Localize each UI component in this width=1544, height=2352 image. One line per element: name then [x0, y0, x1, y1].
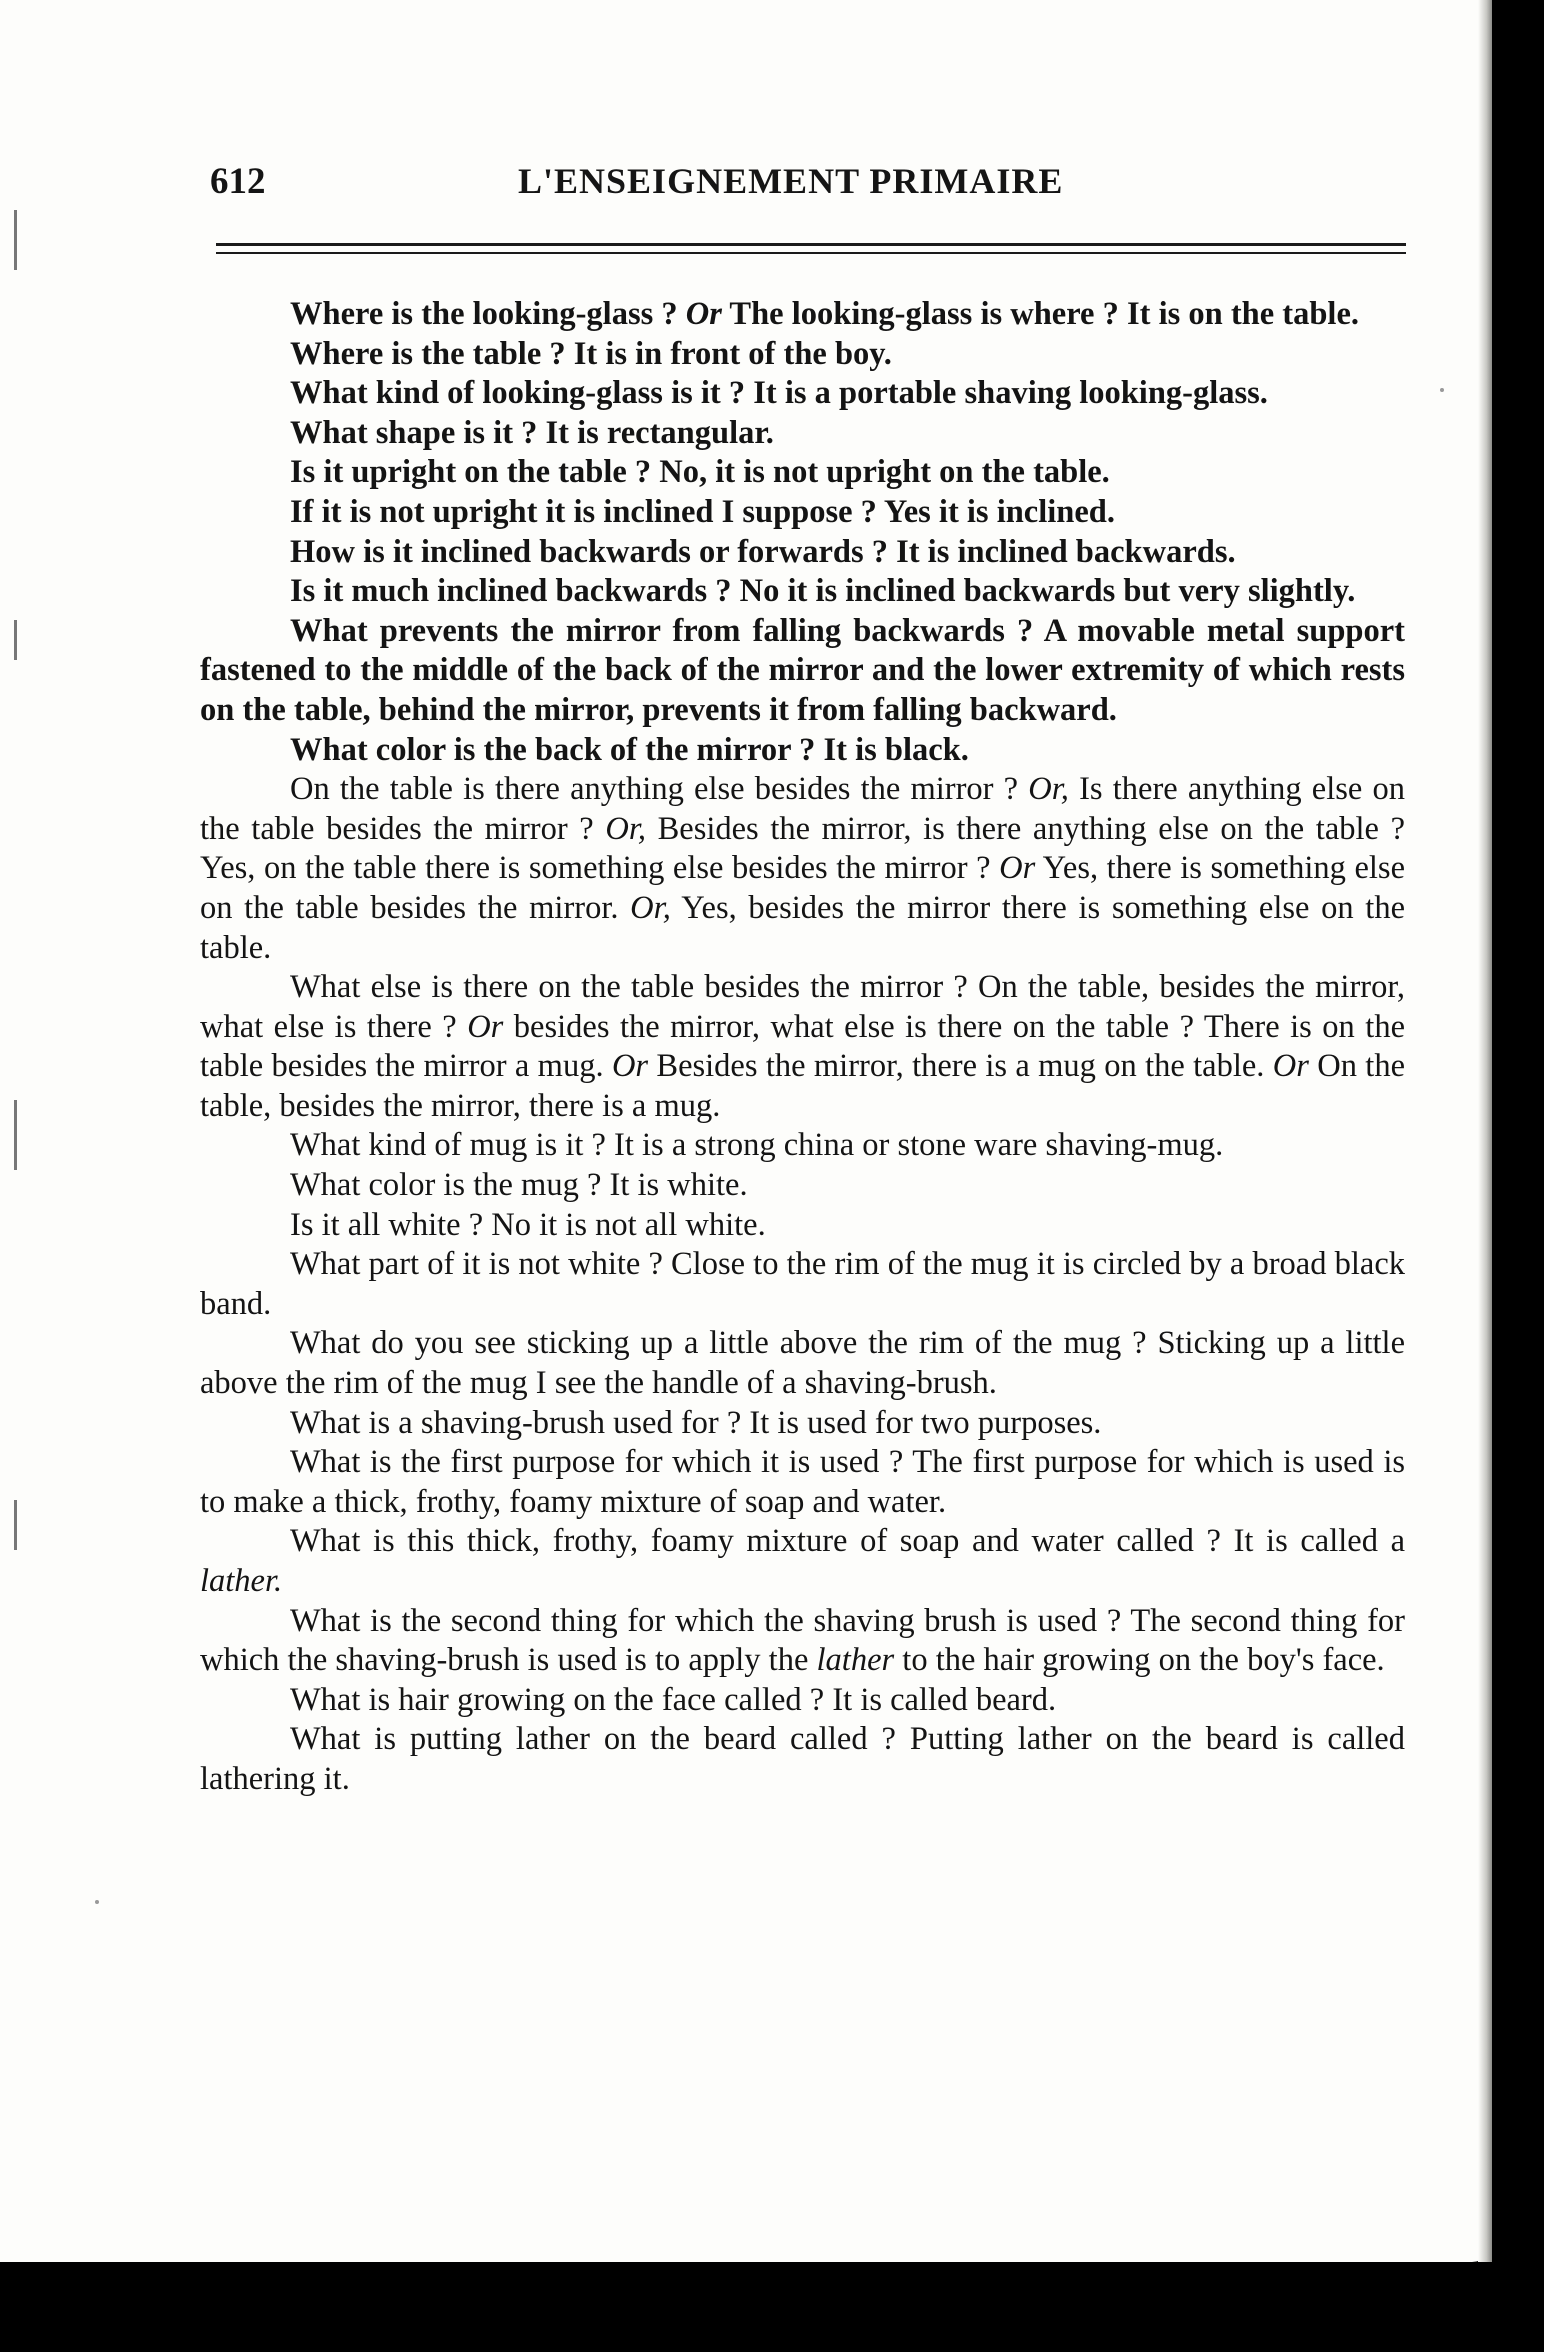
- paper-speck: [95, 1900, 99, 1904]
- text-segment: What is this thick, frothy, foamy mixture of soap and water called ? It is called a: [290, 1523, 1405, 1560]
- text-segment: How is it inclined backwards or forwards ? It is inclined backwards.: [290, 533, 1236, 570]
- paragraph: [200, 612, 1405, 731]
- text-segment: Where is the table ? It is in front of the boy.: [290, 335, 892, 372]
- text-segment: What color is the mug ? It is white.: [290, 1167, 748, 1204]
- paragraph: [200, 731, 1405, 771]
- italic-text: Or: [999, 850, 1036, 887]
- paragraph: [200, 374, 1405, 414]
- text-segment: What shape is it ? It is rectangular.: [290, 414, 774, 451]
- paragraph: [200, 1245, 1405, 1324]
- text-segment: On the table, besides the mirror, there is a mug.: [200, 1048, 1405, 1124]
- paragraph: [200, 572, 1405, 612]
- text-segment: Yes, besides the mirror there is something else on the table.: [200, 889, 1405, 966]
- paragraph: [200, 453, 1405, 493]
- italic-text: Or: [685, 296, 722, 332]
- header-rule-thin: [216, 252, 1406, 254]
- text-segment: The looking-glass is where ? It is on the table.: [721, 296, 1360, 332]
- paragraph: [200, 1720, 1405, 1799]
- text-segment: What kind of mug is it ? It is a strong china or stone ware shaving-mug.: [290, 1127, 1224, 1164]
- text-segment: What prevents the mirror from falling backwards ? A movable metal support fastened to the middle of the back of the mirror and the lower extremity of which rests on the table, behind the mirror, prevents it from falling backward.: [200, 612, 1405, 728]
- paragraph: [200, 414, 1405, 454]
- paragraph: [200, 295, 1405, 335]
- paragraph: [200, 1602, 1405, 1681]
- italic-text: Or,: [1028, 771, 1069, 808]
- plain-text-section: [200, 770, 1405, 1799]
- margin-mark: [14, 620, 17, 660]
- text-segment: What part of it is not white ? Close to the rim of the mug it is circled by a broad black band.: [200, 1246, 1405, 1322]
- margin-mark: [14, 210, 17, 270]
- text-segment: What is the first purpose for which it is used ? The first purpose for which is used is to make a thick, frothy, foamy mixture of soap and water.: [200, 1444, 1405, 1520]
- italic-text: Or: [1272, 1048, 1309, 1085]
- margin-mark: [14, 1100, 17, 1170]
- paragraph: [200, 493, 1405, 533]
- text-segment: What kind of looking-glass is it ? It is a portable shaving looking-glass.: [290, 375, 1268, 412]
- text-segment: On the table is there anything else besides the mirror ?: [290, 771, 1029, 808]
- paragraph: [200, 1126, 1405, 1166]
- page-header: [210, 160, 1407, 210]
- body-text: [200, 295, 1405, 1800]
- text-segment: to the hair growing on the boy's face.: [894, 1642, 1385, 1679]
- text-segment: Besides the mirror, there is a mug on the table.: [648, 1048, 1273, 1085]
- text-segment: What is hair growing on the face called ? It is called beard.: [290, 1681, 1057, 1718]
- italic-text: lather: [816, 1642, 895, 1679]
- paragraph: [200, 1404, 1405, 1444]
- italic-text: Or: [467, 1008, 504, 1045]
- italic-text: Or,: [605, 810, 646, 847]
- running-title: L'ENSEIGNEMENT PRIMAIRE: [518, 161, 1064, 201]
- bold-text-section: [200, 295, 1405, 770]
- paragraph: [200, 1166, 1405, 1206]
- paragraph: [200, 1206, 1405, 1246]
- paragraph: [200, 533, 1405, 573]
- text-segment: besides the mirror, what else is there on the table ? There is on the table besides the mirror a mug.: [200, 1008, 1405, 1085]
- page-spine-shadow: [1478, 0, 1492, 2262]
- paper-speck: [1440, 388, 1444, 392]
- text-segment: Is it upright on the table ? No, it is not upright on the table.: [290, 454, 1110, 491]
- text-segment: Yes, there is something else on the table besides the mirror.: [200, 850, 1405, 926]
- page-number: 612: [210, 161, 266, 202]
- italic-text: Or,: [630, 889, 671, 926]
- text-segment: Is it much inclined backwards ? No it is inclined backwards but very slightly.: [290, 573, 1356, 610]
- paragraph: [200, 968, 1405, 1126]
- margin-mark: [14, 1500, 17, 1550]
- text-segment: Besides the mirror, is there anything else on the table ? Yes, on the table there is something else besides the mirror ?: [200, 810, 1406, 887]
- text-segment: Is it all white ? No it is not all white.: [290, 1206, 766, 1243]
- text-segment: What do you see sticking up a little above the rim of the mug ? Sticking up a little above the rim of the mug I see the handle of a shaving-brush.: [200, 1325, 1405, 1402]
- italic-text: Or: [611, 1048, 649, 1085]
- paragraph: [200, 1324, 1405, 1403]
- paragraph: [200, 335, 1405, 375]
- text-segment: What color is the back of the mirror ? It is black.: [290, 731, 969, 768]
- text-segment: Where is the looking-glass ?: [290, 296, 686, 332]
- paragraph: [200, 1681, 1405, 1721]
- text-segment: If it is not upright it is inclined I suppose ? Yes it is inclined.: [290, 493, 1115, 530]
- text-segment: What else is there on the table besides the mirror ? On the table, besides the mirror, what else is there ?: [200, 969, 1405, 1045]
- italic-text: lather.: [200, 1563, 283, 1599]
- text-segment: What is the second thing for which the shaving brush is used ? The second thing for which the shaving-brush is used is to apply the: [200, 1602, 1405, 1679]
- header-rule-thick: [216, 243, 1406, 246]
- text-segment: Is there anything else on the table besides the mirror ?: [200, 771, 1405, 847]
- text-segment: What is putting lather on the beard called ? Putting lather on the beard is called lathering it.: [200, 1721, 1405, 1797]
- paragraph: [200, 770, 1405, 968]
- text-segment: What is a shaving-brush used for ? It is used for two purposes.: [290, 1404, 1102, 1441]
- paragraph: [200, 1522, 1405, 1601]
- paragraph: [200, 1443, 1405, 1522]
